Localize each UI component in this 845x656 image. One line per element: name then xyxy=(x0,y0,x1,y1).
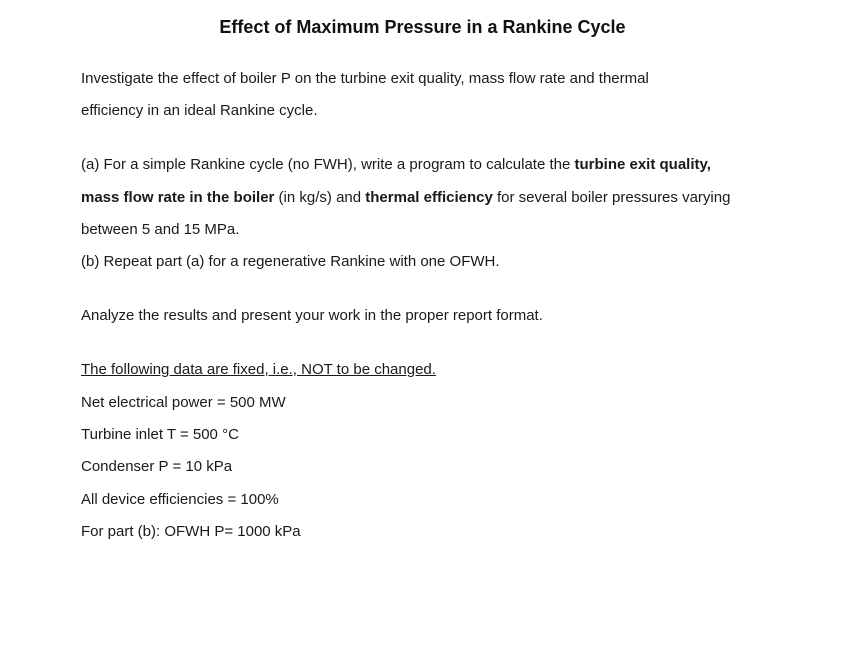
part-a-bold-efficiency: thermal efficiency xyxy=(365,189,493,206)
fixed-data-item: All device efficiencies = 100% xyxy=(81,491,279,508)
fixed-data-heading: The following data are fixed, i.e., NOT to be changed. xyxy=(81,361,436,378)
intro-line-1: Investigate the effect of boiler P on the turbine exit quality, mass flow rate and thermal xyxy=(81,70,649,87)
part-a-line-2 xyxy=(81,188,730,208)
intro-line-2: efficiency in an ideal Rankine cycle. xyxy=(81,102,318,119)
fixed-data-item: For part (b): OFWH P= 1000 kPa xyxy=(81,523,301,540)
part-a-line-1 xyxy=(81,155,711,175)
part-a-bold-quality: turbine exit quality, xyxy=(574,156,711,173)
fixed-data-item: Net electrical power = 500 MW xyxy=(81,394,286,411)
part-a-text: (in kg/s) and xyxy=(274,189,366,206)
part-a-text: for several boiler pressures varying xyxy=(492,189,731,206)
part-b-line: (b) Repeat part (a) for a regenerative Rankine with one OFWH. xyxy=(81,253,500,270)
fixed-data-item: Turbine inlet T = 500 °C xyxy=(81,426,239,443)
part-a-line-3: between 5 and 15 MPa. xyxy=(81,221,240,238)
analyze-line: Analyze the results and present your work in the proper report format. xyxy=(81,307,543,324)
part-a-text: (a) For a simple Rankine cycle (no FWH), write a program to calculate the xyxy=(81,156,575,173)
document-title: Effect of Maximum Pressure in a Rankine Cycle xyxy=(219,17,626,37)
part-a-bold-mass-flow: mass flow rate in the boiler xyxy=(81,189,275,206)
fixed-data-item: Condenser P = 10 kPa xyxy=(81,458,233,475)
